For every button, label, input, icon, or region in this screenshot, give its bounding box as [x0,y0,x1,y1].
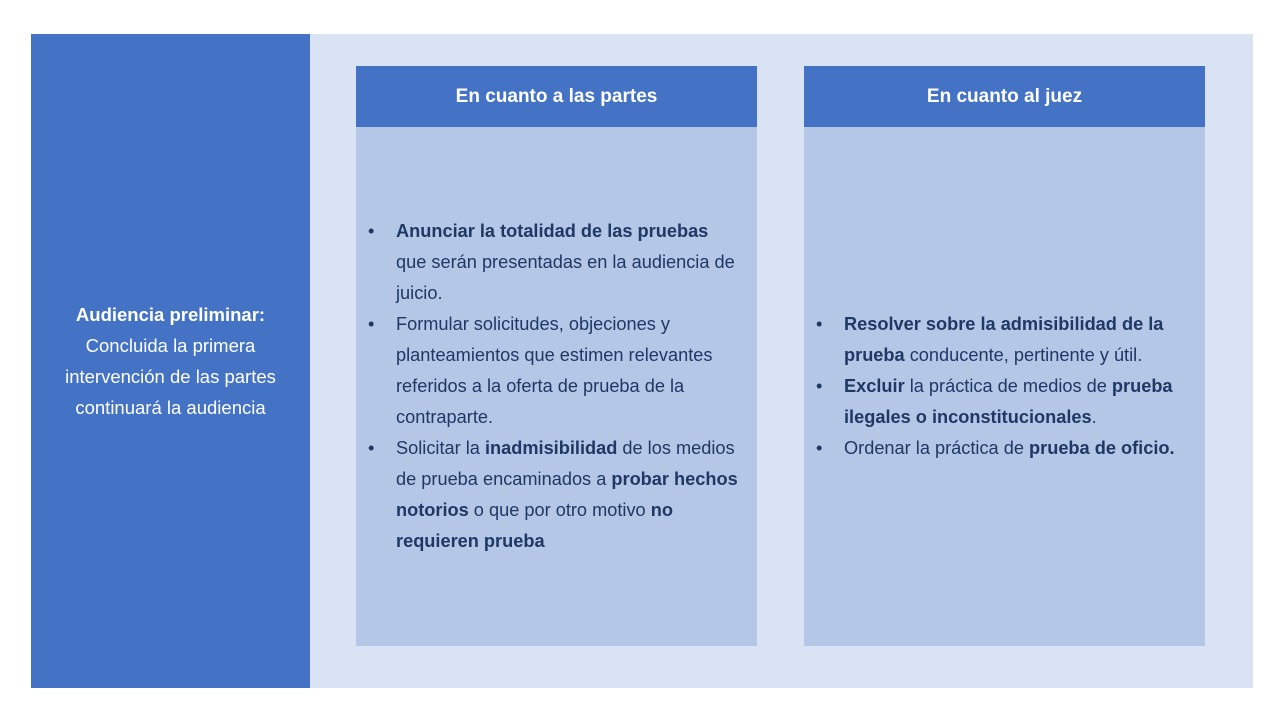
bullet-list-juez [804,309,1205,464]
bullet-dot: • [816,314,823,334]
bullet-text-bold: Excluir [844,376,905,396]
bullet-text-bold: Anunciar la totalidad de las pruebas [396,221,709,241]
bullet-list-partes [356,216,757,557]
left-panel-body: Concluida la primera intervención de las partes continuará la audiencia [65,335,276,418]
bullet-text-bold: Resolver sobre la admisibilidad de la prueba [844,314,1164,365]
bullet-text-bold: prueba ilegales o inconstitucionales [844,376,1173,427]
bullet-item [368,309,741,433]
bullet-dot: • [816,438,823,458]
left-panel [31,34,310,688]
bullet-dot: • [816,376,823,396]
bullet-text: conducente, pertinente y útil. [904,345,1143,365]
left-panel-title: Audiencia preliminar: [75,304,266,325]
bullet-text-bold: no requieren prueba [396,500,673,551]
column-header-juez: En cuanto al juez [804,66,1205,127]
bullet-text: . [1091,407,1097,427]
bullet-text: Formular solicitudes, objeciones y planteamientos que estimen relevantes referidos a la oferta de prueba de la contraparte. [396,314,713,427]
left-panel-text [41,299,300,423]
bullet-dot: • [368,221,375,241]
column-body-partes [356,127,757,646]
bullet-item [368,433,741,557]
bullet-item [816,309,1189,371]
bullet-dot: • [368,314,375,334]
bullet-text: Solicitar la [396,438,485,458]
bullet-item [816,371,1189,433]
bullet-text: o que por otro motivo [468,500,651,520]
bullet-text: la práctica de medios de [904,376,1112,396]
bullet-text: Ordenar la práctica de [844,438,1030,458]
column-header-partes: En cuanto a las partes [356,66,757,127]
bullet-text-bold: probar hechos notorios [396,469,738,520]
bullet-item [816,433,1189,464]
bullet-text-bold: prueba de oficio. [1029,438,1175,458]
bullet-text: que serán presentadas en la audiencia de juicio. [396,252,735,303]
bullet-dot: • [368,438,375,458]
bullet-text-bold: inadmisibilidad [484,438,618,458]
bullet-text: de los medios de prueba encaminados a [396,438,735,489]
column-body-juez [804,127,1205,646]
bullet-item [368,216,741,309]
